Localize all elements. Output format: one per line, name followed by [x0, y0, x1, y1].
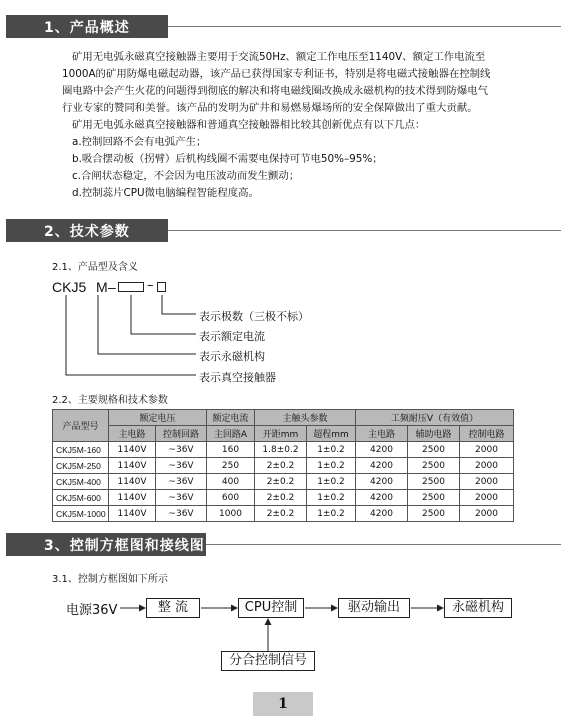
- table-cell: 1±0.2: [307, 442, 356, 458]
- model-m: M: [96, 279, 108, 295]
- subsection-title: 2.2、主要规格和技术参数: [52, 395, 168, 406]
- legend-current: 表示额定电流: [199, 330, 265, 343]
- table-row: [53, 458, 514, 474]
- table-cell: 2000: [460, 490, 514, 506]
- table-cell: 1.8±0.2: [255, 442, 307, 458]
- list-item: d.控制蕊片CPU微电脑编程智能程度高。: [72, 187, 259, 199]
- table-cell: 1140V: [109, 474, 156, 490]
- table-cell: 250: [207, 458, 255, 474]
- table-cell: 2000: [460, 474, 514, 490]
- table-header-cell: 主触头参数: [255, 410, 356, 426]
- table-cell: 400: [207, 474, 255, 490]
- table-cell: 2500: [408, 474, 460, 490]
- paragraph-line: 行业专家的赞同和美誉。该产品的发明为矿井和易燃易爆场所的安全保障做出了重大贡献。: [62, 102, 478, 114]
- table-cell: CKJ5M-160: [53, 442, 109, 458]
- table-cell: CKJ5M-250: [53, 458, 109, 474]
- block-drive-output: 驱动输出: [338, 598, 410, 618]
- table-header-cell: 控制电路: [460, 426, 514, 442]
- table-cell: 4200: [356, 490, 408, 506]
- source-label: 电源36V: [66, 603, 118, 618]
- table-cell: 1140V: [109, 490, 156, 506]
- section-divider: [206, 544, 561, 545]
- section-3-title-bar: [6, 533, 206, 556]
- table-cell: 1140V: [109, 458, 156, 474]
- paragraph-line: 矿用无电弧永磁真空接触器和普通真空接触器相比较其创新优点有以下几点：: [72, 119, 426, 131]
- table-header-cell: 控制回路: [156, 426, 207, 442]
- table-header-cell: 主回路A: [207, 426, 255, 442]
- table-cell: 4200: [356, 458, 408, 474]
- legend-poles: 表示极数（三极不标）: [199, 310, 309, 323]
- legend-permanent-magnet: 表示永磁机构: [199, 350, 265, 363]
- list-item: a.控制回路不会有电弧产生；: [72, 136, 207, 148]
- page-number: 1: [253, 692, 313, 716]
- list-item: c.合闸状态稳定，不会因为电压波动而发生颤动；: [72, 170, 300, 182]
- table-cell: 1±0.2: [307, 490, 356, 506]
- table-header-cell: 超程mm: [307, 426, 356, 442]
- table-cell: 4200: [356, 442, 408, 458]
- table-header-cell: 额定电流: [207, 410, 255, 426]
- table-cell: 1±0.2: [307, 458, 356, 474]
- table-header-cell: 工频耐压V（有效值）: [356, 410, 514, 426]
- block-diagram-arrows: [0, 590, 567, 660]
- table-cell: CKJ5M-1000: [53, 506, 109, 522]
- table-header-row: [53, 410, 514, 426]
- table-cell: 1±0.2: [307, 474, 356, 490]
- table-cell: 2±0.2: [255, 458, 307, 474]
- table-cell: 2±0.2: [255, 506, 307, 522]
- table-cell: 2000: [460, 506, 514, 522]
- table-header-cell: 产品型号: [53, 410, 109, 442]
- table-header-cell: 额定电压: [109, 410, 207, 426]
- paragraph-line: 圈电路中会产生火花的问题得到彻底的解决和将电磁线圈改换成永磁机构的技术得到防爆电气: [62, 85, 489, 97]
- table-cell: 4200: [356, 506, 408, 522]
- table-cell: 2500: [408, 442, 460, 458]
- table-row: [53, 506, 514, 522]
- table-cell: 2±0.2: [255, 474, 307, 490]
- block-rectifier: 整 流: [146, 598, 200, 618]
- table-row: [53, 474, 514, 490]
- table-cell: 1±0.2: [307, 506, 356, 522]
- table-cell: ~36V: [156, 490, 207, 506]
- table-cell: 2000: [460, 442, 514, 458]
- table-cell: 2±0.2: [255, 490, 307, 506]
- table-cell: CKJ5M-600: [53, 490, 109, 506]
- table-cell: ~36V: [156, 506, 207, 522]
- block-switch-signal: 分合控制信号: [221, 651, 315, 671]
- paragraph-line: 矿用无电弧永磁真空接触器主要用于交流50Hz、额定工作电压至1140V、额定工作电流至: [72, 51, 486, 63]
- table-cell: 600: [207, 490, 255, 506]
- model-dash: –: [108, 279, 116, 295]
- table-cell: 4200: [356, 474, 408, 490]
- table-cell: 1140V: [109, 506, 156, 522]
- table-cell: ~36V: [156, 474, 207, 490]
- table-header-cell: 主电路: [109, 426, 156, 442]
- table-cell: ~36V: [156, 458, 207, 474]
- table-cell: 2000: [460, 458, 514, 474]
- table-row: [53, 490, 514, 506]
- legend-vacuum-contactor: 表示真空接触器: [199, 371, 276, 384]
- table-header-cell: 主电路: [356, 426, 408, 442]
- table-cell: 1000: [207, 506, 255, 522]
- list-item: b.吸合摆动板（拐臂）后机构线圈不需要电保持可节电50%–95%；: [72, 153, 383, 165]
- model-dash: –: [147, 278, 154, 293]
- table-cell: 160: [207, 442, 255, 458]
- paragraph-line: 1000A的矿用防爆电磁起动器，该产品已获得国家专利证书，特别是将电磁式接触器在控制线: [62, 68, 491, 80]
- table-cell: 2500: [408, 506, 460, 522]
- section-1-title: 1、产品概述: [44, 20, 130, 36]
- spec-table: [52, 409, 514, 522]
- table-header-cell: 开距mm: [255, 426, 307, 442]
- table-header-cell: 辅助电路: [408, 426, 460, 442]
- section-3-header: [6, 533, 561, 556]
- section-3-title: 3、控制方框图和接线图: [44, 538, 205, 554]
- table-cell: 2500: [408, 490, 460, 506]
- table-cell: ~36V: [156, 442, 207, 458]
- table-row: [53, 442, 514, 458]
- block-cpu-control: CPU控制: [238, 598, 304, 618]
- table-cell: CKJ5M-400: [53, 474, 109, 490]
- subsection-title: 3.1、控制方框图如下所示: [52, 574, 168, 585]
- table-cell: 1140V: [109, 442, 156, 458]
- section-2-title: 2、技术参数: [44, 224, 130, 240]
- table-header-row: [53, 426, 514, 442]
- subsection-title: 2.1、产品型及含义: [52, 262, 138, 273]
- table-cell: 2500: [408, 458, 460, 474]
- model-prefix: CKJ5: [52, 279, 87, 295]
- block-permanent-magnet: 永磁机构: [444, 598, 512, 618]
